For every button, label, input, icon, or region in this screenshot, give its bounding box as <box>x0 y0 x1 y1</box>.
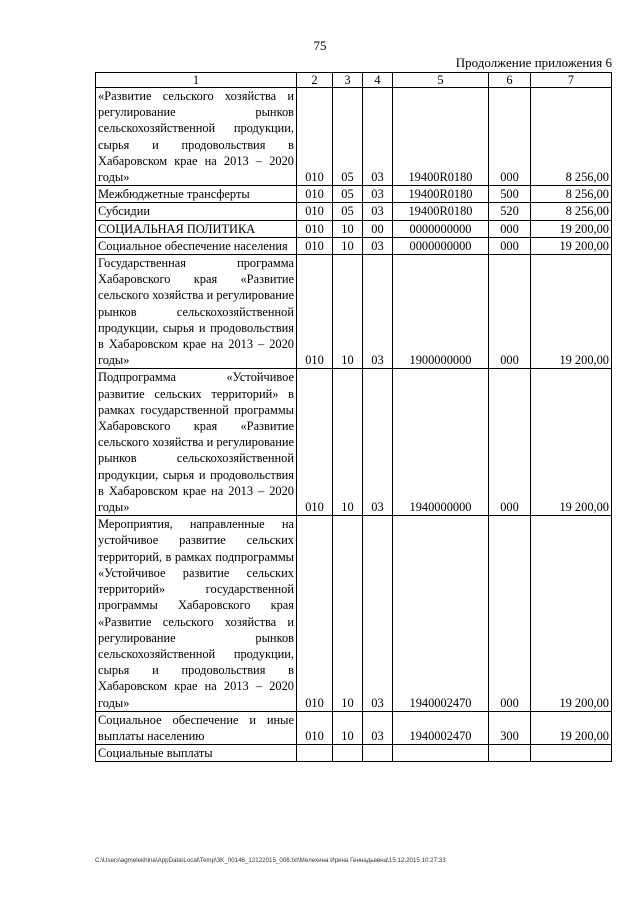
column-header: 6 <box>489 73 531 88</box>
row-col2: 010 <box>297 516 333 711</box>
row-name: Подпрограмма «Устойчивое развитие сельских территорий» в рамках государственной программы Хабаровского края «Развитие сельского хозяйства и регулирование рынков сельскохозяйственной продукции, сырья и продовольствия в Хабаровском крае на 2013 – 2020 годы» <box>96 369 297 516</box>
row-col6: 000 <box>489 237 531 254</box>
table-row <box>96 711 612 744</box>
row-col5 <box>393 745 489 762</box>
row-col2: 010 <box>297 255 333 369</box>
table-header-row <box>96 73 612 88</box>
row-name: Мероприятия, направленные на устойчивое развитие сельских территорий, в рамках подпрограммы «Устойчивое развитие сельских территорий» государственной программы Хабаровского края «Развитие сельского хозяйства и регулирование рынков сельскохозяйственной продукции, сырья и продовольствия в Хабаровском крае на 2013 – 2020 годы» <box>96 516 297 711</box>
row-col4: 03 <box>363 186 393 203</box>
row-col3: 10 <box>333 237 363 254</box>
row-name: Социальные выплаты <box>96 745 297 762</box>
row-col5: 1900000000 <box>393 255 489 369</box>
row-col5: 0000000000 <box>393 237 489 254</box>
row-col4: 03 <box>363 255 393 369</box>
row-col4: 03 <box>363 516 393 711</box>
row-col4: 03 <box>363 369 393 516</box>
continuation-note: Продолжение приложения 6 <box>455 55 612 70</box>
table-row <box>96 745 612 762</box>
row-col3: 05 <box>333 186 363 203</box>
row-col6: 500 <box>489 186 531 203</box>
row-col6: 000 <box>489 88 531 186</box>
row-col4: 03 <box>363 237 393 254</box>
row-col6: 520 <box>489 203 531 220</box>
row-col6: 000 <box>489 255 531 369</box>
row-col5: 19400R0180 <box>393 203 489 220</box>
row-col3: 05 <box>333 88 363 186</box>
row-col2: 010 <box>297 203 333 220</box>
row-col2: 010 <box>297 237 333 254</box>
row-col6: 000 <box>489 516 531 711</box>
row-col2: 010 <box>297 220 333 237</box>
row-col3: 05 <box>333 203 363 220</box>
column-header: 5 <box>393 73 489 88</box>
row-col6: 300 <box>489 711 531 744</box>
column-header: 3 <box>333 73 363 88</box>
column-header: 4 <box>363 73 393 88</box>
row-col3: 10 <box>333 220 363 237</box>
row-col7: 8 256,00 <box>531 88 612 186</box>
row-name: СОЦИАЛЬНАЯ ПОЛИТИКА <box>96 220 297 237</box>
row-col5: 0000000000 <box>393 220 489 237</box>
row-col7: 19 200,00 <box>531 369 612 516</box>
row-col2 <box>297 745 333 762</box>
column-header: 2 <box>297 73 333 88</box>
row-col3: 10 <box>333 369 363 516</box>
table-row <box>96 255 612 369</box>
row-col6: 000 <box>489 369 531 516</box>
row-name: Социальное обеспечение и иные выплаты населению <box>96 711 297 744</box>
table-row <box>96 203 612 220</box>
row-col7: 19 200,00 <box>531 516 612 711</box>
table-row <box>96 516 612 711</box>
row-col7: 19 200,00 <box>531 237 612 254</box>
row-col7: 8 256,00 <box>531 203 612 220</box>
table-row <box>96 186 612 203</box>
row-col7 <box>531 745 612 762</box>
row-col2: 010 <box>297 186 333 203</box>
row-col4: 03 <box>363 203 393 220</box>
row-col5: 1940002470 <box>393 516 489 711</box>
row-col7: 8 256,00 <box>531 186 612 203</box>
document-footer-path: C:\Users\agmelekhina\AppData\Local\Temp\3K_00146_12122015_006.txt\Мелехина Ирина Геннадьевна\15.12.2015 10:27:33 <box>95 857 446 864</box>
table-row <box>96 220 612 237</box>
row-col7: 19 200,00 <box>531 220 612 237</box>
row-col2: 010 <box>297 369 333 516</box>
row-col6: 000 <box>489 220 531 237</box>
table-row <box>96 369 612 516</box>
column-header: 1 <box>96 73 297 88</box>
table-row <box>96 88 612 186</box>
row-col6 <box>489 745 531 762</box>
budget-table <box>95 72 612 762</box>
row-col4: 03 <box>363 88 393 186</box>
row-name: Межбюджетные трансферты <box>96 186 297 203</box>
page-number: 75 <box>313 38 327 53</box>
row-col3 <box>333 745 363 762</box>
row-name: Социальное обеспечение населения <box>96 237 297 254</box>
row-col5: 19400R0180 <box>393 186 489 203</box>
row-col7: 19 200,00 <box>531 711 612 744</box>
row-col2: 010 <box>297 711 333 744</box>
row-col3: 10 <box>333 711 363 744</box>
row-col4: 03 <box>363 711 393 744</box>
row-col4: 00 <box>363 220 393 237</box>
row-col5: 1940002470 <box>393 711 489 744</box>
table-row <box>96 237 612 254</box>
row-col7: 19 200,00 <box>531 255 612 369</box>
row-name: «Развитие сельского хозяйства и регулирование рынков сельскохозяйственной продукции, сырья и продовольствия в Хабаровском крае на 2013 – 2020 годы» <box>96 88 297 186</box>
row-col3: 10 <box>333 516 363 711</box>
column-header: 7 <box>531 73 612 88</box>
row-name: Государственная программа Хабаровского края «Развитие сельского хозяйства и регулирование рынков сельскохозяйственной продукции, сырья и продовольствия в Хабаровском крае на 2013 – 2020 годы» <box>96 255 297 369</box>
row-col5: 1940000000 <box>393 369 489 516</box>
row-name: Субсидии <box>96 203 297 220</box>
row-col3: 10 <box>333 255 363 369</box>
row-col4 <box>363 745 393 762</box>
row-col5: 19400R0180 <box>393 88 489 186</box>
row-col2: 010 <box>297 88 333 186</box>
